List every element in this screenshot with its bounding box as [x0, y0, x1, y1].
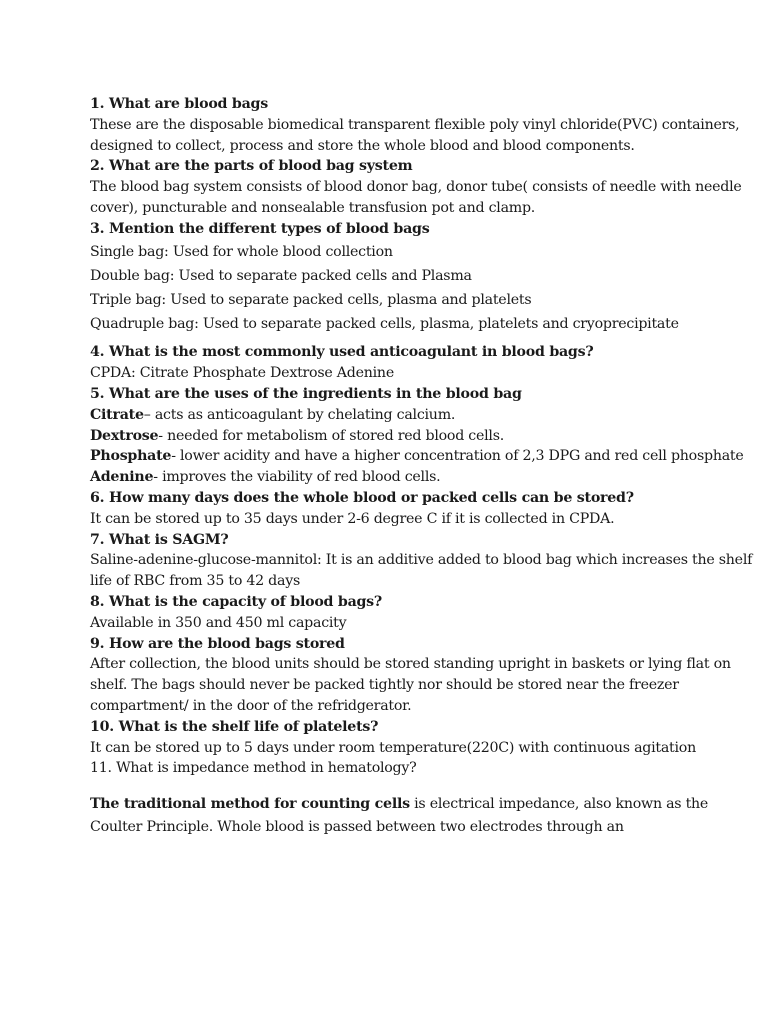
question-7: 7. What is SAGM?	[90, 531, 229, 548]
question-3: 3. Mention the different types of blood bags	[90, 220, 430, 237]
type-single-bag: Single bag: Used for whole blood collection	[90, 243, 393, 260]
question-9: 9. How are the blood bags stored	[90, 635, 345, 652]
answer-11	[90, 793, 758, 839]
type-quadruple-bag: Quadruple bag: Used to separate packed cells, plasma, platelets and cryoprecipitate	[90, 316, 679, 333]
question-10: 10. What is the shelf life of platelets?	[90, 718, 379, 735]
ingredient-term: Phosphate	[90, 448, 172, 465]
document-page	[90, 94, 758, 839]
answer-11-bold-lead: The traditional method for counting cells	[90, 796, 410, 813]
ingredient-term: Dextrose	[90, 427, 159, 444]
ingredient-adenine	[90, 467, 758, 488]
ingredient-dextrose	[90, 426, 758, 447]
question-2: 2. What are the parts of blood bag system	[90, 158, 413, 175]
question-11: 11. What is impedance method in hematology?	[90, 760, 417, 777]
type-triple-bag: Triple bag: Used to separate packed cells, plasma and platelets	[90, 291, 532, 308]
ingredient-term: Adenine	[90, 469, 154, 486]
answer-2: The blood bag system consists of blood donor bag, donor tube( consists of needle with needle cover), puncturable and nonsealable transfusion pot and clamp.	[90, 179, 742, 216]
blood-bag-types-list	[90, 240, 758, 337]
answer-11-text: is electrical impedance, also known as the Coulter Principle. Whole blood is passed between two electrodes through an	[90, 796, 709, 836]
answer-4: CPDA: Citrate Phosphate Dextrose Adenine	[90, 365, 394, 382]
answer-6: It can be stored up to 35 days under 2-6 degree C if it is collected in CPDA.	[90, 510, 615, 527]
ingredient-text: - improves the viability of red blood cells.	[153, 469, 441, 486]
ingredient-text: – acts as anticoagulant by chelating calcium.	[143, 406, 456, 423]
ingredient-citrate	[90, 405, 758, 426]
question-8: 8. What is the capacity of blood bags?	[90, 593, 382, 610]
question-1: 1. What are blood bags	[90, 96, 268, 112]
ingredient-text: - needed for metabolism of stored red blood cells.	[158, 427, 505, 444]
ingredient-phosphate	[90, 446, 758, 467]
answer-1: These are the disposable biomedical transparent flexible poly vinyl chloride(PVC) containers, designed to collect, process and store the whole blood and blood components.	[90, 116, 740, 154]
question-5: 5. What are the uses of the ingredients in the blood bag	[90, 385, 522, 402]
question-4: 4. What is the most commonly used anticoagulant in blood bags?	[90, 344, 594, 361]
type-double-bag: Double bag: Used to separate packed cells and Plasma	[90, 267, 472, 284]
question-6: 6. How many days does the whole blood or packed cells can be stored?	[90, 489, 634, 506]
ingredient-term: Citrate	[90, 406, 144, 423]
answer-9: After collection, the blood units should be stored standing upright in baskets or lying flat on shelf. The bags should never be packed tightly nor should be stored near the freezer compartment/ in the door of the refridgerator.	[90, 656, 731, 714]
answer-8: Available in 350 and 450 ml capacity	[90, 614, 347, 631]
ingredient-text: - lower acidity and have a higher concentration of 2,3 DPG and red cell phosphate	[171, 448, 744, 465]
answer-7: Saline-adenine-glucose-mannitol: It is an additive added to blood bag which increases the shelf life of RBC from 35 to 42 days	[90, 552, 753, 590]
answer-10: It can be stored up to 5 days under room temperature(220C) with continuous agitation	[90, 739, 696, 756]
